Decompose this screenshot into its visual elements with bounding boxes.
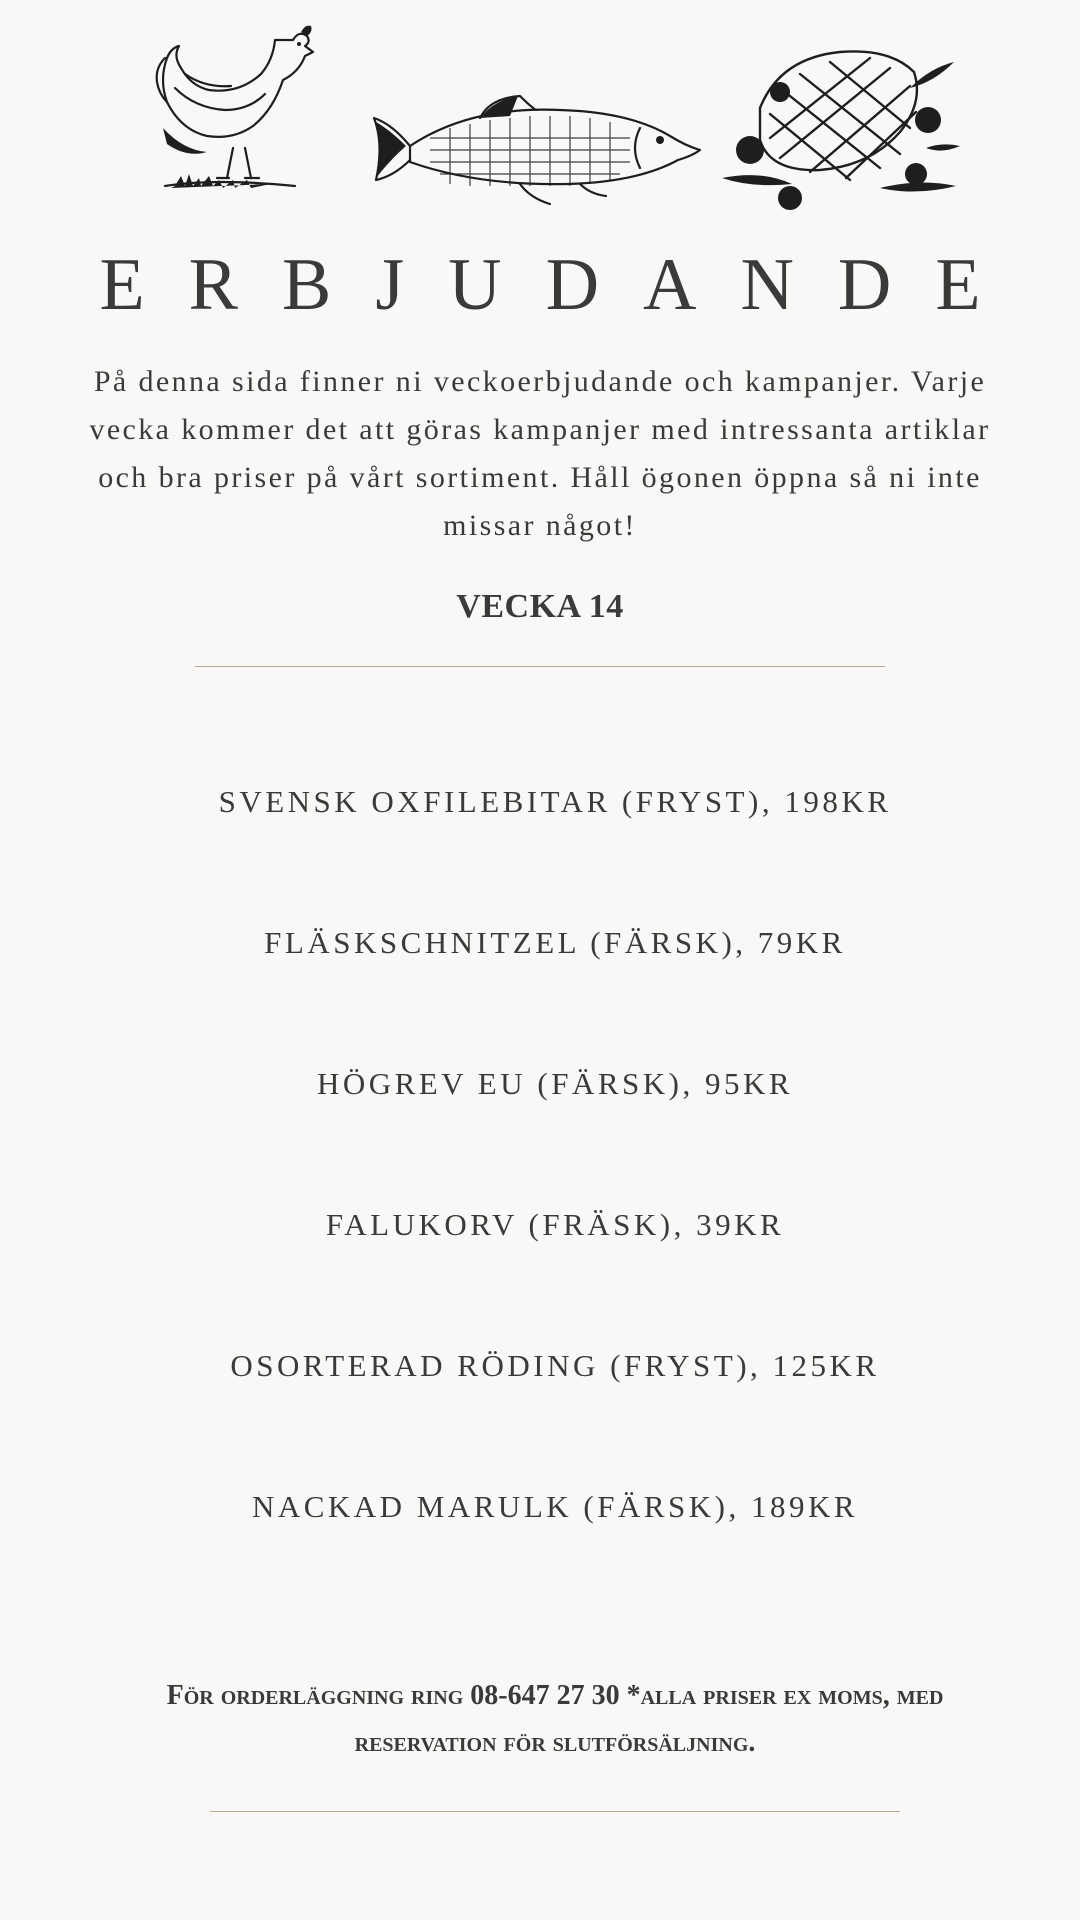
offer-item: NACKAD MARULK (FÄRSK), 189KR — [251, 1489, 859, 1524]
offer-item: SVENSK OXFILEBITAR (FRYST), 198KR — [218, 784, 892, 819]
week-heading: VECKA 14 — [456, 588, 624, 625]
offer-item: FALUKORV (FRÄSK), 39KR — [325, 1207, 785, 1242]
order-note: För orderläggning ring 08-647 27 30 *alla priser ex moms, med reservation för slutförsäljning. — [166, 1680, 944, 1758]
offer-item: HÖGREV EU (FÄRSK), 95KR — [316, 1066, 794, 1101]
chicken-icon — [145, 18, 325, 203]
intro-text: På denna sida finner ni veckoerbjudande och kampanjer. Varje vecka kommer det att göras kampanjer med intressanta artiklar och bra priser på vårt sortiment. Håll ögonen öppna så ni inte missar något! — [89, 365, 991, 542]
header-illustrations — [0, 18, 1080, 208]
offer-item: FLÄSKSCHNITZEL (FÄRSK), 79KR — [264, 925, 846, 960]
offer-list — [0, 770, 1080, 1616]
offer-item: OSORTERAD RÖDING (FRYST), 125KR — [230, 1348, 880, 1383]
page-title: ERBJUDANDE — [99, 244, 1025, 326]
divider-top — [195, 666, 885, 667]
grilled-steak-icon — [720, 38, 960, 213]
fish-icon — [370, 88, 710, 208]
divider-bottom — [210, 1811, 900, 1812]
